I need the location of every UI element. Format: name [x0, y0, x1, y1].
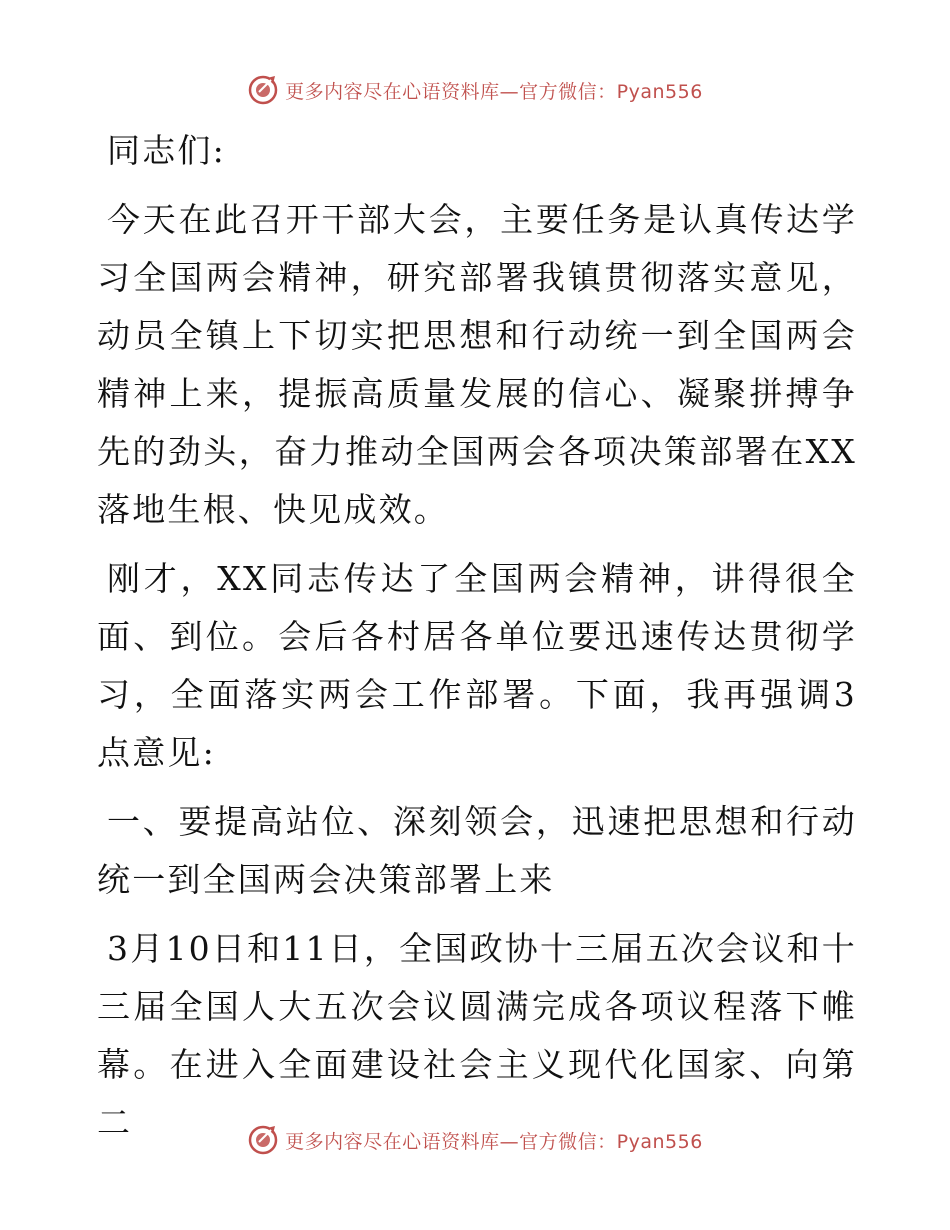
- header-banner: [0, 70, 950, 110]
- paragraph-1: 今天在此召开干部大会，主要任务是认真传达学习全国两会精神，研究部署我镇贯彻落实意见，动员全镇上下切实把思想和行动统一到全国两会精神上来，提振高质量发展的信心、凝聚拼搏争先的劲头，奋力推动全国两会各项决策部署在XX落地生根、快见成效。: [97, 200, 857, 529]
- pen-logo-icon: [247, 74, 279, 106]
- paragraph-2: 刚才，XX同志传达了全国两会精神，讲得很全面、到位。会后各村居各单位要迅速传达贯彻学习，全面落实两会工作部署。下面，我再强调3点意见:: [97, 559, 857, 772]
- document-body: [97, 122, 857, 1163]
- footer-banner: [0, 1120, 950, 1160]
- header-banner-text: 更多内容尽在心语资料库—官方微信：Pyan556: [285, 80, 703, 103]
- salutation: 同志们:: [107, 131, 226, 170]
- paragraph-3: 3月10日和11日，全国政协十三届五次会议和十三届全国人大五次会议圆满完成各项议程落下帷幕。在进入全面建设社会主义现代化国家、向第二: [97, 929, 857, 1142]
- pen-logo-icon: [247, 1124, 279, 1156]
- section-heading-1: 一、要提高站位、深刻领会，迅速把思想和行动统一到全国两会决策部署上来: [97, 802, 857, 899]
- footer-banner-text: 更多内容尽在心语资料库—官方微信：Pyan556: [285, 1130, 703, 1153]
